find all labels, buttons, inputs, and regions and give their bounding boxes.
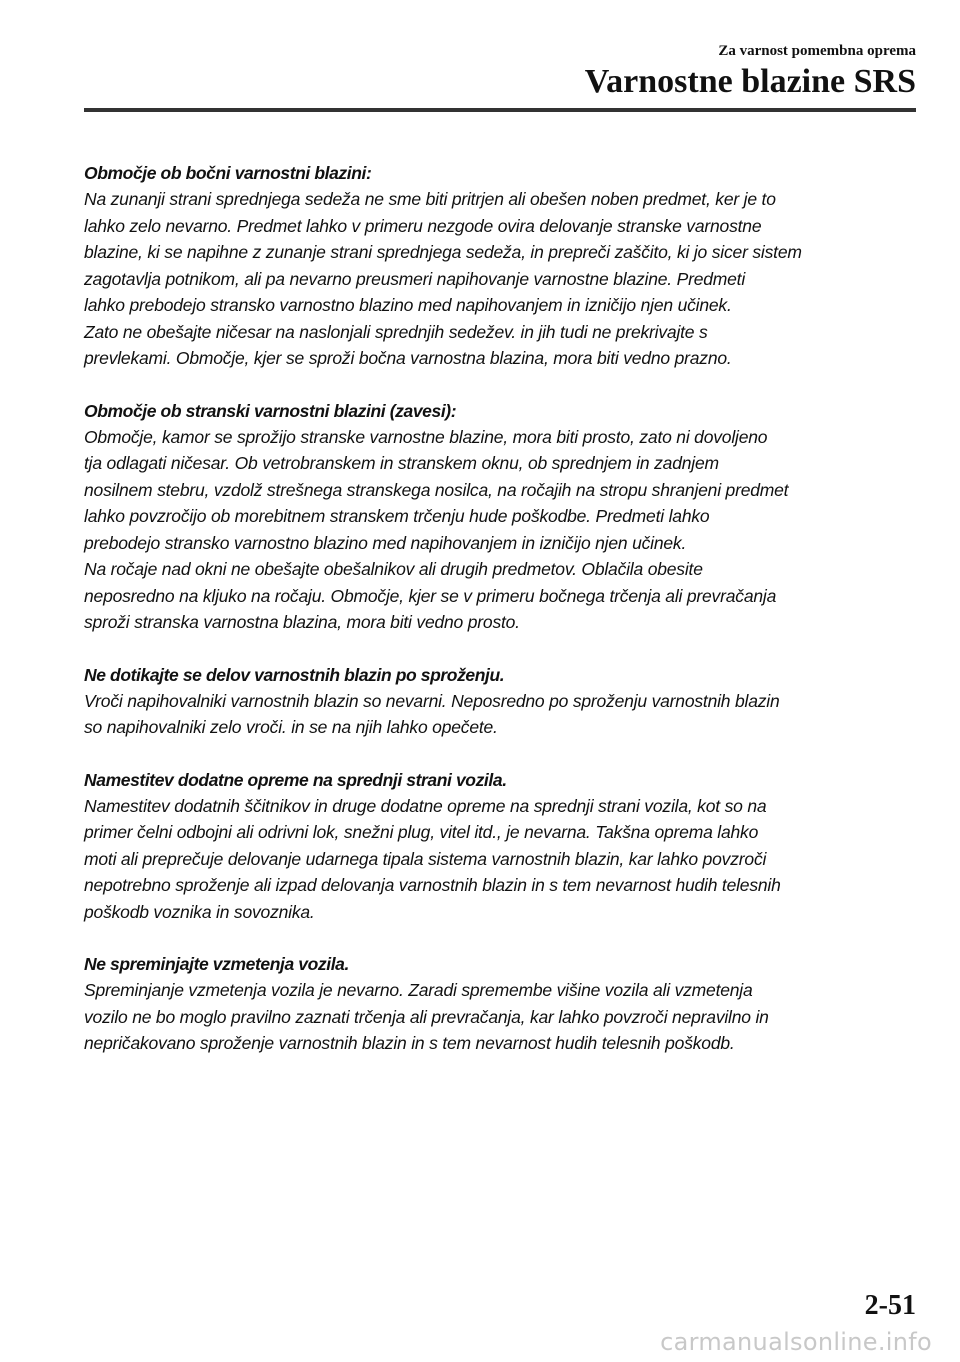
text-line: moti ali preprečuje delovanje udarnega tipala sistema varnostnih blazin, kar lahko povzroči — [84, 848, 767, 869]
block-body — [84, 688, 916, 741]
text-line: neposredno na kljuko na ročaju. Območje, kjer se v primeru bočnega trčenja ali prevračanja — [84, 585, 777, 606]
block-body — [84, 186, 916, 372]
text-line: poškodb voznika in sovoznika. — [84, 901, 315, 922]
text-line: lahko prebodejo stransko varnostno blazino med napihovanjem in izničijo njen učinek. — [84, 295, 732, 315]
block-body — [84, 793, 916, 926]
text-line: Zato ne obešajte ničesar na naslonjali sprednjih sedežev. in jih tudi ne prekrivajte s — [84, 321, 708, 342]
text-line: prevlekami. Območje, kjer se sproži bočna varnostna blazina, mora biti vedno prazno. — [84, 348, 732, 368]
block-heading: Ne spreminjajte vzmetenja vozila. — [84, 954, 349, 974]
text-line: tja odlagati ničesar. Ob vetrobranskem in stranskem oknu, ob sprednjem in zadnjem — [84, 453, 719, 473]
text-line: primer čelni odbojni ali odrivni lok, snežni plug, vitel itd., je nevarna. Takšna oprema lahko — [84, 822, 759, 842]
warning-block-suspension — [84, 951, 916, 1057]
warning-block-hot-inflators — [84, 662, 916, 741]
text-line: Vroči napihovalniki varnostnih blazin so nevarni. Neposredno po sproženju varnostnih blazin — [84, 690, 780, 711]
block-body — [84, 424, 916, 636]
block-heading: Območje ob bočni varnostni blazini: — [84, 163, 372, 183]
text-line: so napihovalniki zelo vroči. in se na njih lahko opečete. — [84, 717, 498, 737]
text-line: nepotrebno sproženje ali izpad delovanja varnostnih blazin in s tem nevarnost hudih telesnih — [84, 875, 781, 895]
document-body — [84, 160, 916, 1083]
section-title: Za varnost pomembna oprema — [718, 43, 916, 59]
page-header — [585, 42, 916, 102]
watermark: carmanualsonline.info — [660, 1328, 932, 1356]
block-body — [84, 977, 916, 1057]
page-title: Varnostne blazine SRS — [584, 63, 916, 100]
warning-block-front-accessories — [84, 767, 916, 926]
block-heading: Namestitev dodatne opreme na sprednji strani vozila. — [84, 769, 507, 790]
text-line: zagotavlja potnikom, ali pa nevarno preusmeri napihovanje varnostne blazine. Predmeti — [84, 268, 746, 289]
page-number: 2-51 — [864, 1290, 916, 1321]
text-line: nepričakovano sproženje varnostnih blazin in s tem nevarnost hudih telesnih poškodb. — [84, 1033, 735, 1053]
text-line: lahko zelo nevarno. Predmet lahko v primeru nezgode ovira delovanje stranske varnostne — [84, 215, 762, 236]
text-line: vozilo ne bo moglo pravilno zaznati trčenja ali prevračanja, kar lahko povzroči nepravilno in — [84, 1006, 769, 1027]
header-divider — [84, 108, 916, 112]
text-line: Namestitev dodatnih ščitnikov in druge dodatne opreme na sprednji strani vozila, kot so na — [84, 795, 767, 816]
text-line: prebodejo stransko varnostno blazino med napihovanjem in izničijo njen učinek. — [84, 532, 687, 553]
text-line: lahko povzročijo ob morebitnem stranskem trčenju hude poškodbe. Predmeti lahko — [84, 506, 710, 526]
text-line: nosilnem stebru, vzdolž strešnega stranskega nosilca, na ročajih na stropu shranjeni predmet — [84, 479, 789, 500]
text-line: sproži stranska varnostna blazina, mora biti vedno prosto. — [84, 612, 520, 632]
text-line: Na zunanji strani sprednjega sedeža ne sme biti pritrjen ali obešen noben predmet, ker je to — [84, 189, 776, 209]
text-line: Spreminjanje vzmetenja vozila je nevarno. Zaradi spremembe višine vozila ali vzmetenja — [84, 980, 753, 1000]
block-heading: Območje ob stranski varnostni blazini (zavesi): — [84, 400, 457, 421]
warning-block-curtain-airbag — [84, 398, 916, 636]
block-heading: Ne dotikajte se delov varnostnih blazin po sproženju. — [84, 664, 505, 685]
text-line: Območje, kamor se sprožijo stranske varnostne blazine, mora biti prosto, zato ni dovoljeno — [84, 426, 768, 447]
warning-block-side-airbag — [84, 160, 916, 372]
text-line: blazine, ki se napihne z zunanje strani sprednjega sedeža, in prepreči zaščito, ki jo sicer sistem — [84, 242, 802, 262]
text-line: Na ročaje nad okni ne obešajte obešalnikov ali drugih predmetov. Oblačila obesite — [84, 559, 703, 579]
